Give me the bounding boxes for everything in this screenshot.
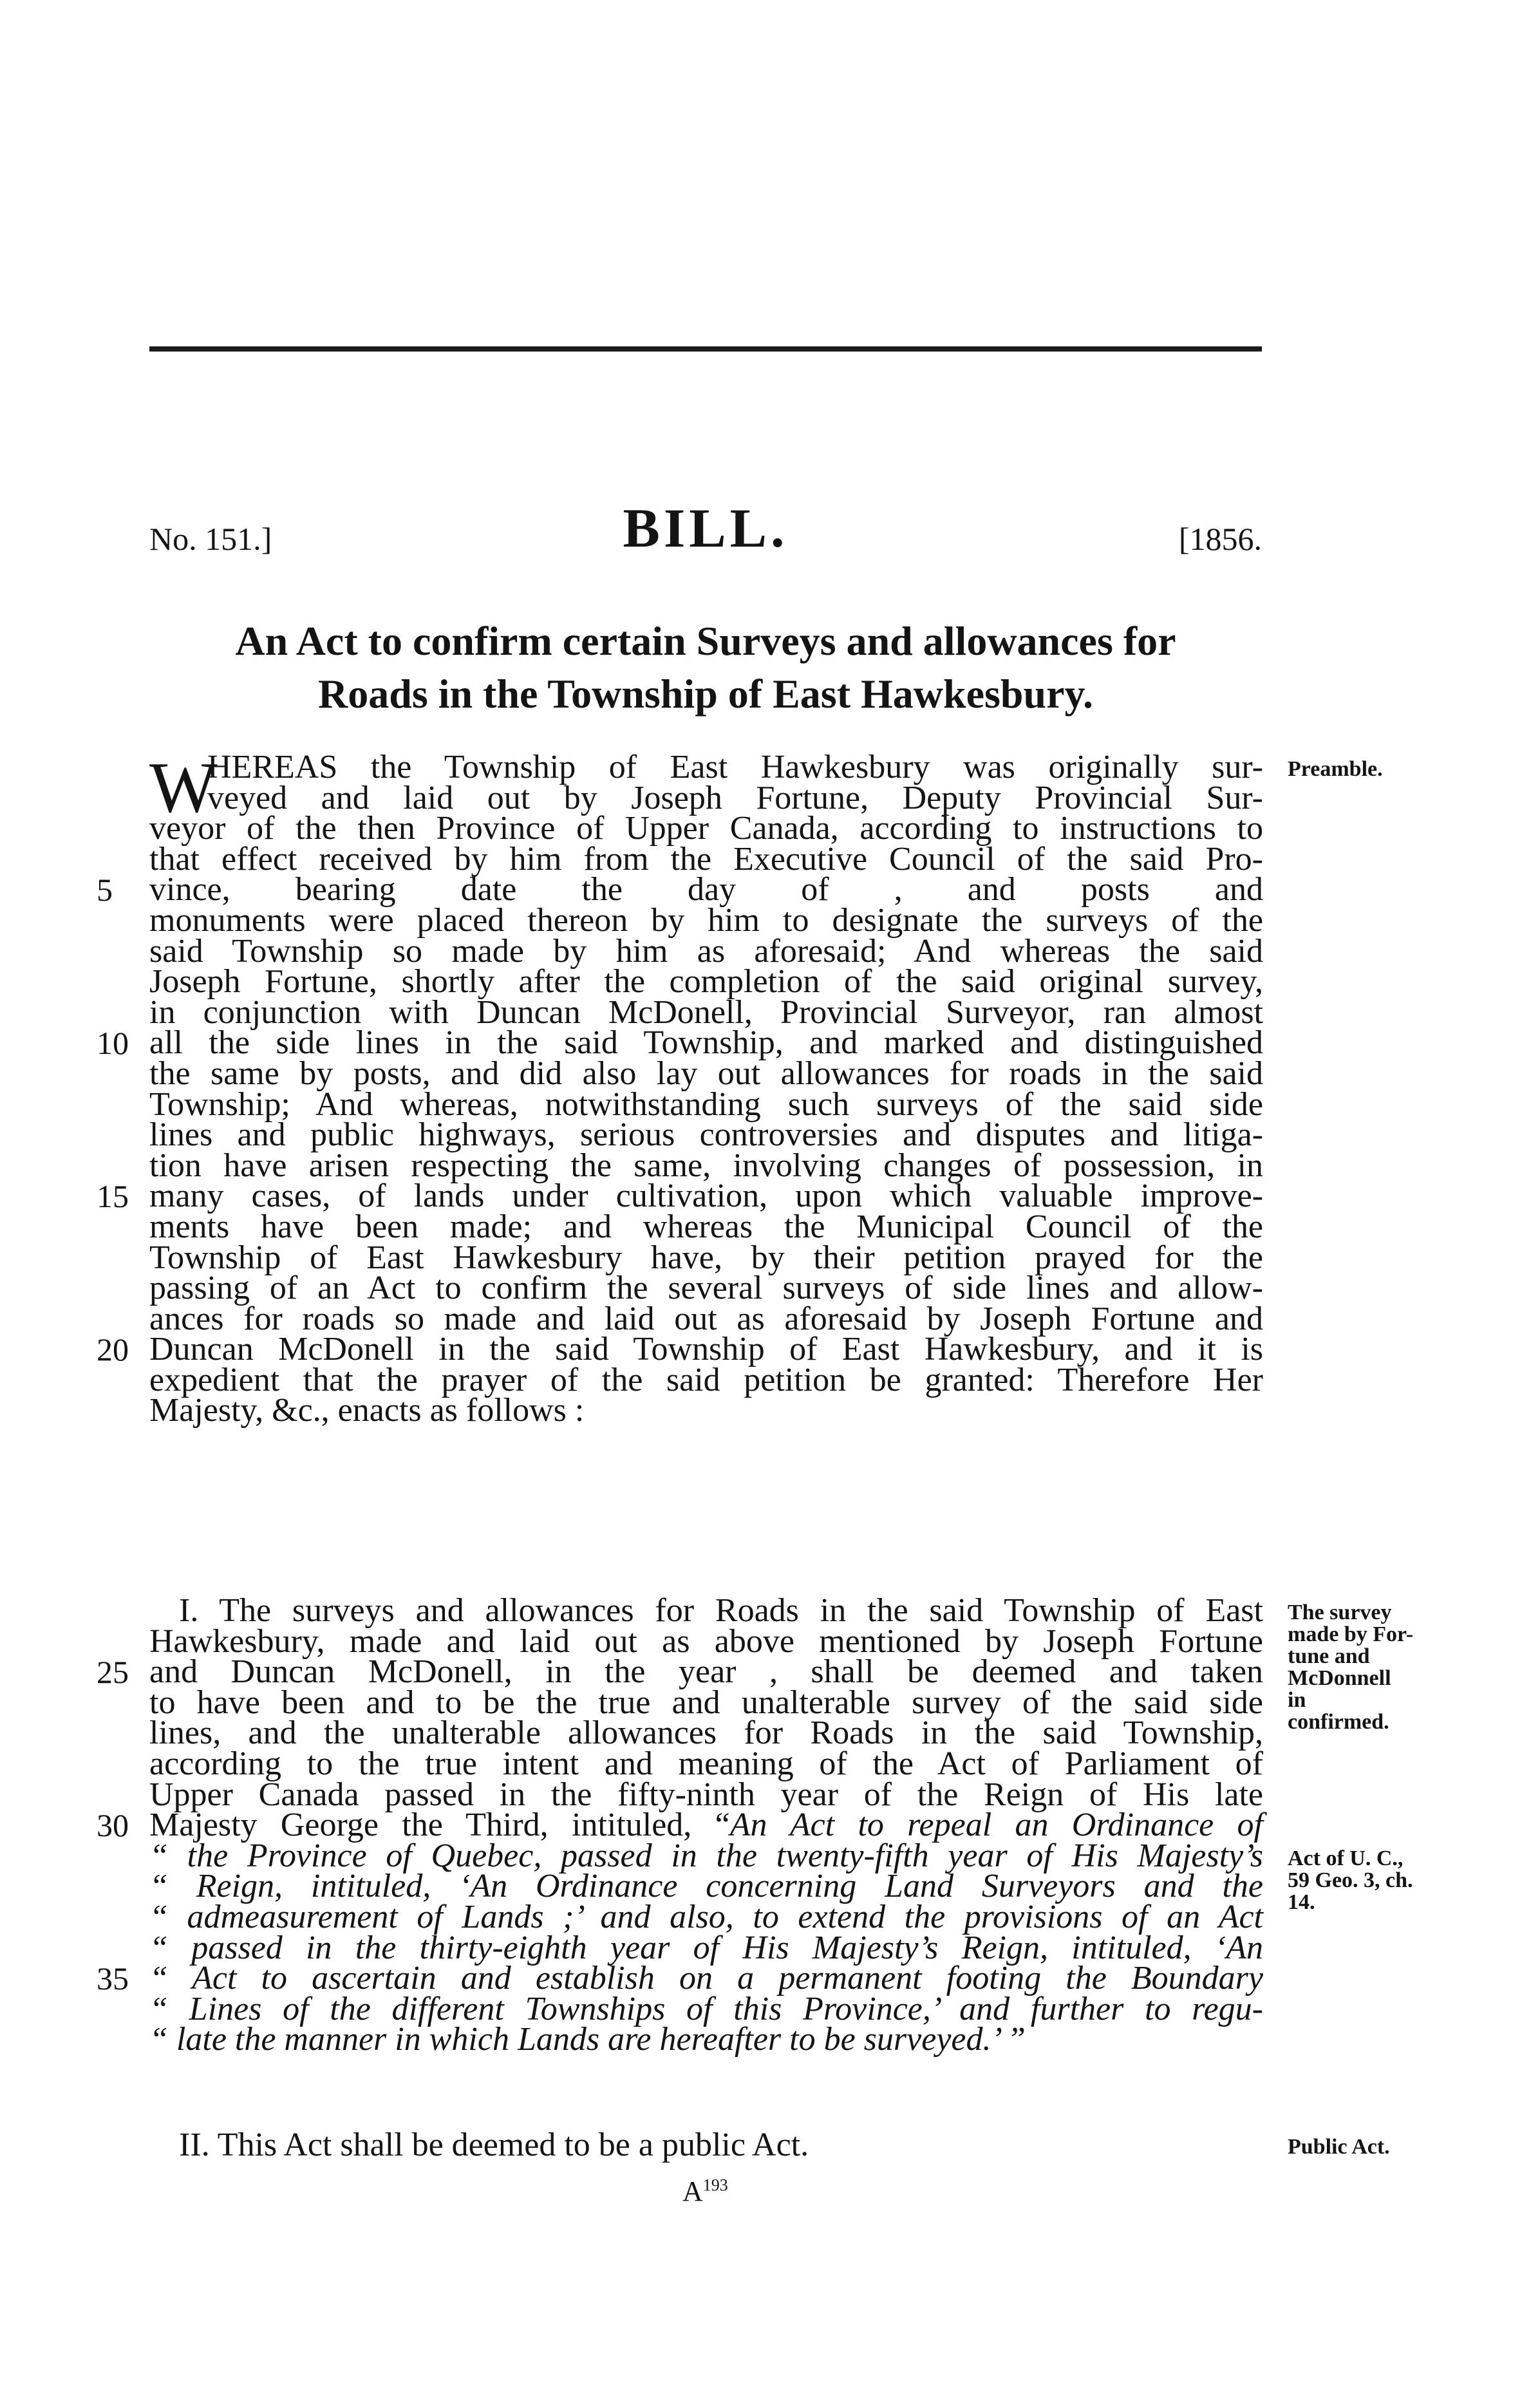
section-1-line-8 [149, 1807, 1264, 1844]
line-number: 35 [97, 1960, 129, 1996]
section-1-line: and Duncan McDonell, in the year , shall be deemed and taken [149, 1653, 1263, 1691]
preamble-line: Majesty, &c., enacts as follows : [149, 1392, 585, 1429]
preamble-line: in conjunction with Duncan McDonell, Provincial Surveyor, ran almost [149, 993, 1263, 1031]
preamble-line: HEREAS the Township of East Hawkesbury was originally sur- [207, 749, 1263, 785]
line-number: 5 [97, 872, 113, 908]
section-2-text: II. This Act shall be deemed to be a public Act. [179, 2127, 809, 2163]
section-1-line-8-roman: Majesty George the Third, intituled, “ [149, 1807, 730, 1844]
bill-heading: BILL. [623, 497, 789, 559]
section-1-italic-line [149, 1898, 1263, 1935]
margin-note-act [1288, 1848, 1481, 1913]
section-1-italic-line [149, 2021, 1263, 2058]
preamble-text [149, 748, 1263, 1429]
bill-title [149, 615, 1262, 720]
margin-note-line: 59 Geo. 3, ch. [1288, 1868, 1413, 1892]
bill-year: [1856. [1178, 521, 1262, 557]
margin-note-line: 14. [1288, 1890, 1315, 1914]
preamble-line: vince, bearing date the day of , and posts and [149, 871, 1263, 908]
margin-note-public: Public Act. [1288, 2135, 1390, 2159]
line-number: 30 [97, 1807, 129, 1843]
title-line-1: An Act to confirm certain Surveys and allowances for [235, 618, 1176, 664]
section-1-line: I. The surveys and allowances for Roads in the said Township of East [179, 1592, 1263, 1629]
bill-number: No. 151.] [149, 521, 272, 557]
italic-text: “ the Province of Quebec, passed in the twenty-fifth year of His Majesty’s [149, 1837, 1263, 1874]
margin-note-line: confirmed. [1288, 1710, 1389, 1734]
section-1-italic-line [149, 1929, 1263, 1966]
preamble-line: Joseph Fortune, shortly after the completion of the said original survey, [149, 963, 1263, 1000]
preamble-line: veyed and laid out by Joseph Fortune, Deputy Provincial Sur- [207, 779, 1263, 816]
preamble-line: expedient that the prayer of the said petition be granted: Therefore Her [149, 1361, 1263, 1398]
line-number: 25 [97, 1654, 129, 1690]
section-1-italic-line [149, 1990, 1263, 2027]
italic-text: “ passed in the thirty-eighth year of His Majesty’s Reign, intituled, ‘An [149, 1929, 1263, 1966]
section-1-italic-line [149, 1960, 1263, 1997]
margin-note-line: made by For- [1288, 1622, 1414, 1646]
line-number: 15 [97, 1178, 129, 1214]
preamble-line: passing of an Act to confirm the several surveys of side lines and allow- [149, 1270, 1263, 1307]
top-rule [149, 346, 1262, 352]
signature-letter: A [682, 2175, 703, 2207]
preamble-line: many cases, of lands under cultivation, upon which valuable improve- [149, 1178, 1263, 1215]
italic-text: “ Act to ascertain and establish on a permanent footing the Boundary [149, 1960, 1263, 1997]
drop-cap: W [149, 748, 218, 828]
italic-text: “ admeasurement of Lands ;’ and also, to extend the provisions of an Act [149, 1898, 1263, 1935]
preamble-line: Township; And whereas, notwithstanding such surveys of the said side [149, 1085, 1263, 1123]
margin-note-preamble: Preamble. [1288, 757, 1383, 781]
preamble-line: the same by posts, and did also lay out allowances for roads in the said [149, 1055, 1263, 1092]
section-1-line: Hawkesbury, made and laid out as above mentioned by Joseph Fortune [149, 1622, 1263, 1660]
preamble-line: monuments were placed thereon by him to designate the surveys of the [149, 901, 1263, 939]
preamble-line: ances for roads so made and laid out as aforesaid by Joseph Fortune and [149, 1300, 1263, 1337]
preamble-line: that effect received by him from the Executive Council of the said Pro- [149, 840, 1263, 878]
preamble-line: Duncan McDonell in the said Township of East Hawkesbury, and it is [149, 1331, 1263, 1368]
title-line-2: Roads in the Township of East Hawkesbury. [318, 671, 1093, 717]
signature-number: 193 [702, 2175, 728, 2195]
section-1-line: Upper Canada passed in the fifty-ninth year of the Reign of His late [149, 1776, 1263, 1813]
preamble-line: lines and public highways, serious controversies and disputes and litiga- [149, 1116, 1263, 1154]
preamble-line: all the side lines in the said Township, and marked and distinguished [149, 1024, 1263, 1062]
margin-note-line: McDonnell [1288, 1666, 1391, 1690]
italic-text: “ Lines of the different Townships of this Province,’ and further to regu- [149, 1990, 1263, 2027]
margin-note-line: tune and [1288, 1644, 1370, 1668]
preamble-line: tion have arisen respecting the same, involving changes of possession, in [149, 1147, 1263, 1184]
section-1-line: lines, and the unalterable allowances for Roads in the said Township, [149, 1714, 1263, 1752]
margin-note-line: Act of U. C., [1288, 1846, 1404, 1870]
preamble-line: ments have been made; and whereas the Municipal Council of the [149, 1208, 1263, 1245]
preamble-line: Township of East Hawkesbury have, by their petition prayed for the [149, 1239, 1263, 1276]
section-1-italic-line [149, 1837, 1263, 1874]
page-signature [682, 2175, 728, 2208]
italic-text: “ late the manner in which Lands are hereafter to be surveyed.’ ” [149, 2021, 1026, 2058]
section-1-text [149, 1592, 1264, 2058]
preamble-line: said Township so made by him as aforesaid; And whereas the said [149, 932, 1263, 970]
preamble-line: veyor of the then Province of Upper Canada, according to instructions to [149, 810, 1263, 847]
margin-note-line: in [1288, 1688, 1306, 1712]
line-number: 10 [97, 1025, 129, 1061]
section-1-italic-line [149, 1868, 1263, 1905]
margin-note-line: The survey [1288, 1601, 1392, 1624]
italic-text: “ Reign, intituled, ‘An Ordinance concerning Land Surveyors and the [149, 1868, 1263, 1905]
section-1-line: to have been and to be the true and unalterable survey of the said side [149, 1684, 1263, 1721]
section-1-line-8-italic: An Act to repeal an Ordinance of [729, 1807, 1264, 1844]
bill-header [149, 496, 1262, 567]
margin-note-survey [1288, 1602, 1481, 1733]
line-number: 20 [97, 1331, 129, 1367]
section-1-line: according to the true intent and meaning of the Act of Parliament of [149, 1745, 1263, 1782]
